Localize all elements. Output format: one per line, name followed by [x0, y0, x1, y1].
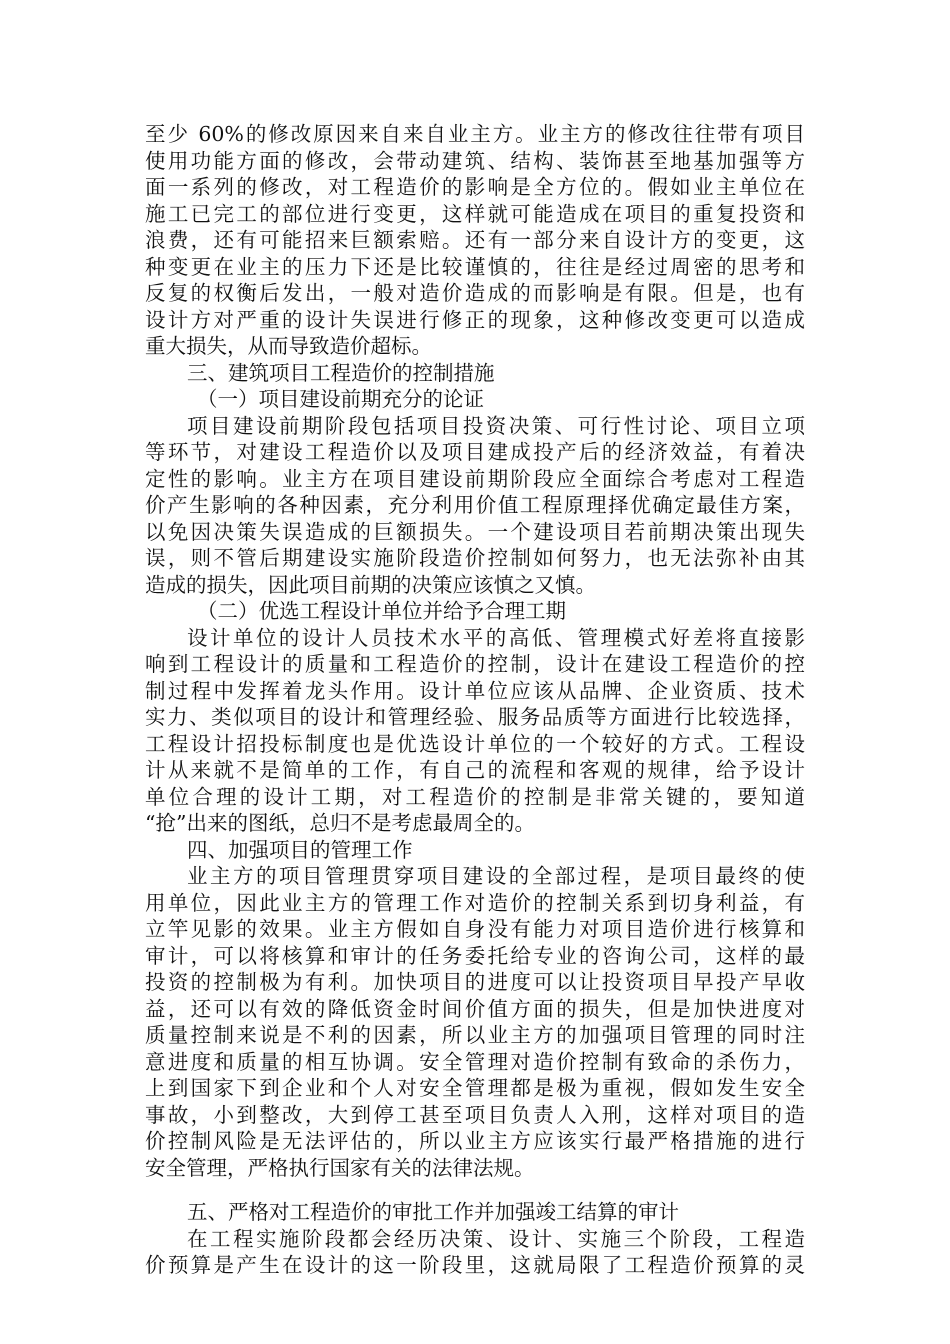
paragraph-line: 事故，小到整改，大到停工甚至项目负责人入刑，这样对项目的造 — [145, 1102, 805, 1127]
paragraph-line: 在工程实施阶段都会经历决策、设计、实施三个阶段，工程造 — [187, 1226, 805, 1251]
paragraph-line: 重大损失，从而导致造价超标。 — [145, 334, 432, 358]
blank-line — [145, 1181, 805, 1199]
paragraph-line: 至少 60%的修改原因来自来自业主方。业主方的修改往往带有项目 — [145, 122, 805, 146]
paragraph-line: 审计，可以将核算和审计的任务委托给专业的咨询公司，这样的最 — [145, 943, 805, 968]
paragraph-line: 业主方的项目管理贯穿项目建设的全部过程，是项目最终的使 — [187, 864, 805, 888]
section-heading-5: 五、严格对工程造价的审批工作并加强竣工结算的审计 — [187, 1200, 679, 1224]
document-page — [145, 121, 805, 1279]
paragraph-line: 安全管理，严格执行国家有关的法律法规。 — [145, 1155, 535, 1180]
subsection-heading-2: （二）优选工程设计单位并给予合理工期 — [197, 599, 566, 623]
paragraph-line: 上到国家下到企业和个人对安全管理都是极为重视，假如发生安全 — [145, 1076, 805, 1100]
paragraph-line: 造成的损失，因此项目前期的决策应该慎之又慎。 — [145, 572, 596, 597]
paragraph-line: 误，则不管后期建设实施阶段造价控制如何努力，也无法弥补由其 — [145, 546, 805, 570]
paragraph-line: 单位合理的设计工期，对工程造价的控制是非常关键的，要知道 — [145, 784, 805, 809]
paragraph-line: “抢”出来的图纸，总归不是考虑最周全的。 — [145, 811, 535, 835]
paragraph-line: 价产生影响的各种因素，充分利用价值工程原理择优确定最佳方案， — [145, 493, 805, 517]
section-heading-4: 四、加强项目的管理工作 — [187, 837, 413, 862]
paragraph-line: 工程设计招投标制度也是优选设计单位的一个较好的方式。工程设 — [145, 731, 805, 756]
paragraph-line: 实力、类似项目的设计和管理经验、服务品质等方面进行比较选择， — [145, 705, 805, 729]
paragraph-line: 用单位，因此业主方的管理工作对造价的控制关系到切身利益，有 — [145, 890, 805, 915]
paragraph-line: 价控制风险是无法评估的，所以业主方应该实行最严格措施的进行 — [145, 1129, 805, 1153]
paragraph-line: 以免因决策失误造成的巨额损失。一个建设项目若前期决策出现失 — [145, 519, 805, 544]
paragraph-line: 质量控制来说是不利的因素，所以业主方的加强项目管理的同时注 — [145, 1023, 805, 1047]
paragraph-line: 等环节，对建设工程造价以及项目建成投产后的经济效益，有着决 — [145, 440, 805, 464]
paragraph-line: 定性的影响。业主方在项目建设前期阶段应全面综合考虑对工程造 — [145, 466, 805, 491]
paragraph-line: 设计方对严重的设计失误进行修正的现象，这种修改变更可以造成 — [145, 307, 805, 332]
paragraph-line: 反复的权衡后发出，一般对造价造成的而影响是有限。但是，也有 — [145, 281, 805, 305]
paragraph-line: 面一系列的修改，对工程造价的影响是全方位的。假如业主单位在 — [145, 175, 805, 199]
paragraph-line: 设计单位的设计人员技术水平的高低、管理模式好差将直接影 — [187, 625, 805, 650]
paragraph-line: 使用功能方面的修改，会带动建筑、结构、装饰甚至地基加强等方 — [145, 148, 805, 173]
section-heading-3: 三、建筑项目工程造价的控制措施 — [187, 360, 495, 385]
paragraph-line: 益，还可以有效的降低资金时间价值方面的损失，但是加快进度对 — [145, 996, 805, 1021]
paragraph-line: 响到工程设计的质量和工程造价的控制，设计在建设工程造价的控 — [145, 652, 805, 676]
paragraph-line: 立竿见影的效果。业主方假如自身没有能力对项目造价进行核算和 — [145, 917, 805, 941]
paragraph-line: 浪费，还有可能招来巨额索赔。还有一部分来自设计方的变更，这 — [145, 228, 805, 252]
paragraph-line: 种变更在业主的压力下还是比较谨慎的，往往是经过周密的思考和 — [145, 254, 805, 279]
paragraph-line: 意进度和质量的相互协调。安全管理对造价控制有致命的杀伤力， — [145, 1049, 805, 1074]
paragraph-line: 计从来就不是简单的工作，有自己的流程和客观的规律，给予设计 — [145, 758, 805, 782]
paragraph-line: 项目建设前期阶段包括项目投资决策、可行性讨论、项目立项 — [187, 413, 805, 438]
paragraph-line: 投资的控制极为有利。加快项目的进度可以让投资项目早投产早收 — [145, 970, 805, 994]
paragraph-line: 施工已完工的部位进行变更，这样就可能造成在项目的重复投资和 — [145, 201, 805, 226]
paragraph-line: 制过程中发挥着龙头作用。设计单位应该从品牌、企业资质、技术 — [145, 678, 805, 703]
subsection-heading-1: （一）项目建设前期充分的论证 — [197, 387, 484, 411]
paragraph-line: 价预算是产生在设计的这一阶段里，这就局限了工程造价预算的灵 — [145, 1253, 805, 1277]
